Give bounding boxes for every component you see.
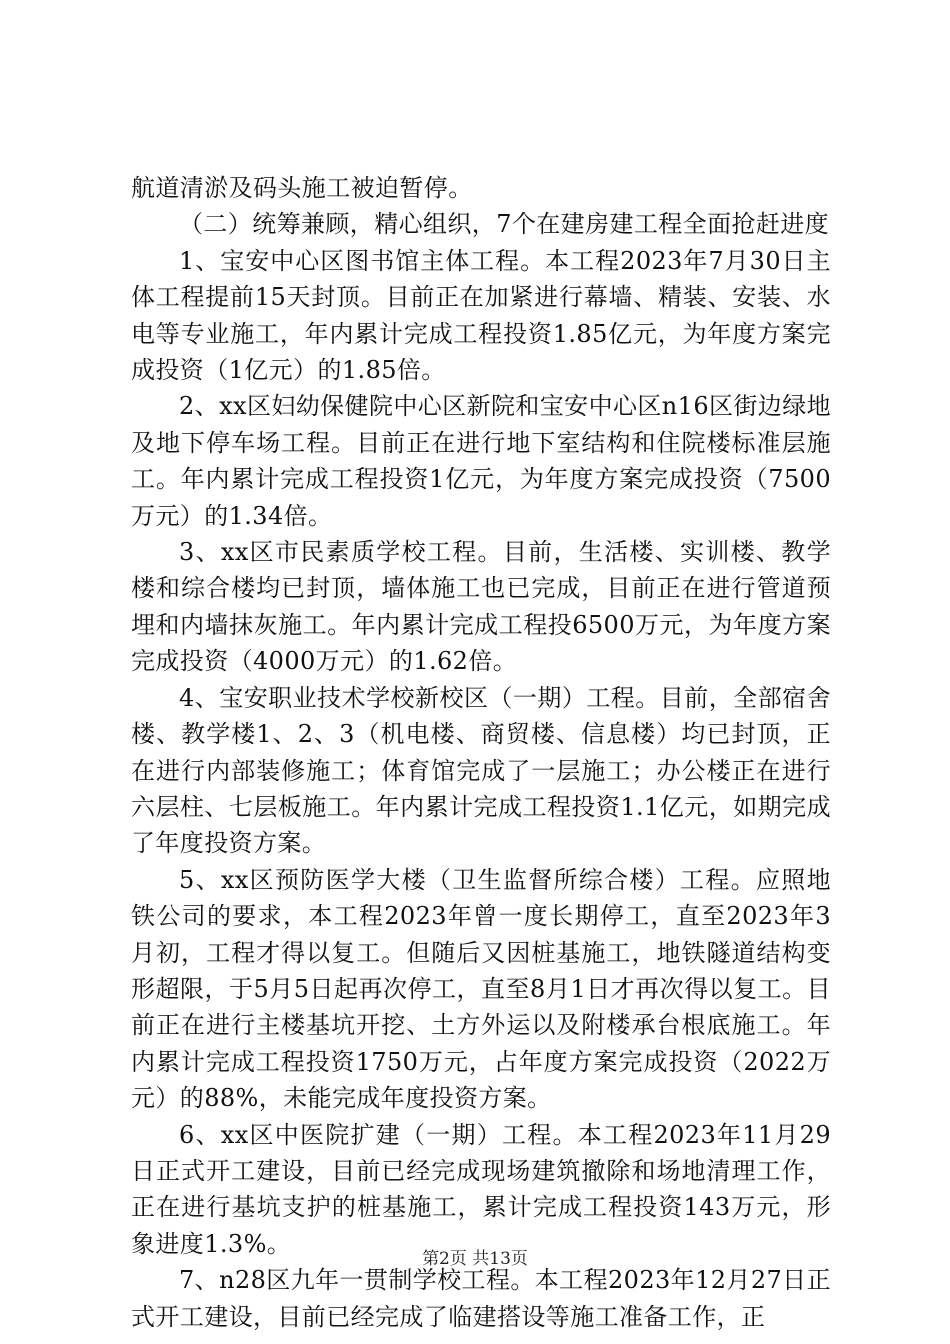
paragraph-item-2: 2、xx区妇幼保健院中心区新院和宝安中心区n16区街边绿地及地下停车场工程。目前正在进行地下室结构和住院楼标准层施工。年内累计完成工程投资1亿元，为年度方案完成投资（7500万元）的1.34倍。 xyxy=(131,392,831,530)
paragraph-item-6: 6、xx区中医院扩建（一期）工程。本工程2023年11月29日正式开工建设，目前已经完成现场建筑撤除和场地清理工作，正在进行基坑支护的桩基施工，累计完成工程投资143万元，形象进度1.3%。 xyxy=(131,1120,831,1258)
paragraph-item-1: 1、宝安中心区图书馆主体工程。本工程2023年7月30日主体工程提前15天封顶。目前正在加紧进行幕墙、精装、安装、水电等专业施工，年内累计完成工程投资1.85亿元，为年度方案完成投资（1亿元）的1.85倍。 xyxy=(131,246,831,385)
page-footer: 第2页 共13页 xyxy=(422,1249,528,1269)
section-heading: （二）统筹兼顾，精心组织，7个在建房建工程全面抢赶进度 xyxy=(179,210,830,239)
paragraph-item-3: 3、xx区市民素质学校工程。目前，生活楼、实训楼、教学楼和综合楼均已封顶，墙体施工也已完成，目前正在进行管道预埋和内墙抹灰施工。年内累计完成工程投6500万元，为年度方案完成投资（4000万元）的1.62倍。 xyxy=(131,538,831,676)
paragraph-item-5: 5、xx区预防医学大楼（卫生监督所综合楼）工程。应照地铁公司的要求，本工程2023年曾一度长期停工，直至2023年3月初，工程才得以复工。但随后又因桩基施工，地铁隧道结构变形超限，于5月5日起再次停工，直至8月1日才再次得以复工。目前正在进行主楼基坑开挖、土方外运以及附楼承台根底施工。年内累计完成工程投资1750万元，占年度方案完成投资（2022万元）的88%，未能完成年度投资方案。 xyxy=(131,865,831,1113)
paragraph-item-7: 7、n28区九年一贯制学校工程。本工程2023年12月27日正式开工建设，目前已经完成了临建搭设等施工准备工作，正 xyxy=(131,1266,831,1331)
paragraph-continuation: 航道清淤及码头施工被迫暂停。 xyxy=(131,174,473,202)
paragraph-item-4: 4、宝安职业技术学校新校区（一期）工程。目前，全部宿舍楼、教学楼1、2、3（机电楼、商贸楼、信息楼）均已封顶，正在进行内部装修施工；体育馆完成了一层施工；办公楼正在进行六层柱、七层板施工。年内累计完成工程投资1.1亿元，如期完成了年度投资方案。 xyxy=(131,683,831,858)
document-body xyxy=(131,170,831,1335)
